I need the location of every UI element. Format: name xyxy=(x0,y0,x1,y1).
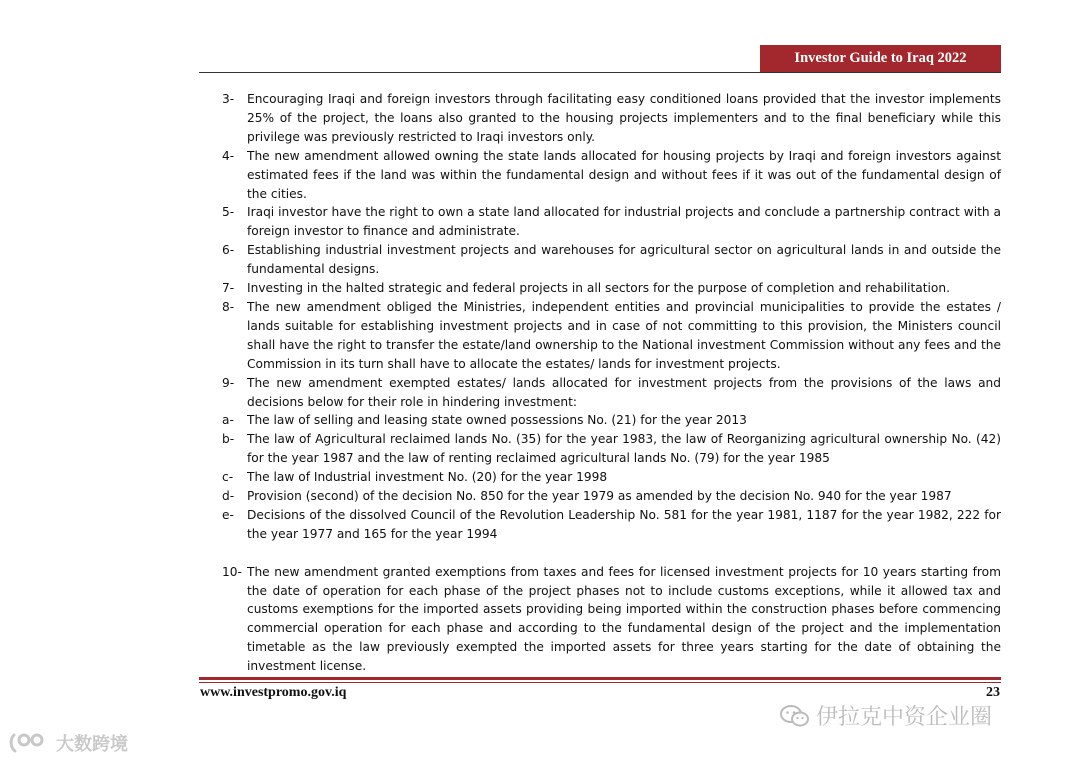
item-number: a- xyxy=(222,413,234,428)
item-text: The new amendment allowed owning the state lands allocated for housing projects by Iraqi and foreign investors against estimated fees if the land was within the fundamental design and without fees if it was out of the fundamental design of the cities. xyxy=(247,148,1001,201)
item-number: 5- xyxy=(222,205,235,220)
item-text: Establishing industrial investment projects and warehouses for agricultural sector on agricultural lands in and outside the fundamental designs. xyxy=(247,243,1001,277)
item-number: 9- xyxy=(222,375,235,390)
item-text: The law of Agricultural reclaimed lands No. (35) for the year 1983, the law of Reorganizing agricultural ownership No. (42) for the year 1987 and the law of renting reclaimed agricultural lands No. (79) for the year 1985 xyxy=(247,432,1001,466)
footer-divider xyxy=(199,677,1001,680)
item-number: 7- xyxy=(222,281,235,296)
document-body xyxy=(222,90,1001,676)
header-title: Investor Guide to Iraq 2022 xyxy=(760,45,1001,72)
list-item xyxy=(222,487,1001,506)
list-item xyxy=(222,147,1001,204)
list-item xyxy=(222,430,1001,468)
list-item xyxy=(222,90,1001,147)
item-text: Decisions of the dissolved Council of the Revolution Leadership No. 581 for the year 1981, 1187 for the year 1982, 222 for the year 1977 and 165 for the year 1994 xyxy=(247,507,1001,541)
list-item xyxy=(222,203,1001,241)
watermark-brand-text: 大数跨境 xyxy=(56,734,128,755)
list-item xyxy=(222,241,1001,279)
list-item xyxy=(222,506,1001,544)
item-text: Iraqi investor have the right to own a state land allocated for industrial projects and conclude a partnership contract with a foreign investor to finance and administrate. xyxy=(247,205,1001,239)
list-item xyxy=(222,563,1001,676)
paragraph-gap xyxy=(222,544,1001,563)
logo-icon xyxy=(8,731,50,755)
footer-divider-thin xyxy=(199,682,1001,683)
list-item xyxy=(222,279,1001,298)
item-number: b- xyxy=(222,432,235,447)
item-number: 3- xyxy=(222,92,235,106)
page-number: 23 xyxy=(986,685,1000,700)
watermark-text: 伊拉克中资企业圈 xyxy=(816,705,993,730)
footer-url[interactable]: www.investpromo.gov.iq xyxy=(200,685,347,700)
item-number: d- xyxy=(222,489,235,504)
header-divider xyxy=(199,72,1001,73)
item-number: 4- xyxy=(222,148,235,163)
item-text: The law of selling and leasing state owned possessions No. (21) for the year 2013 xyxy=(247,413,747,428)
item-number: 6- xyxy=(222,243,235,258)
item-number: e- xyxy=(222,507,234,522)
item-text: The new amendment obliged the Ministries, independent entities and provincial municipalities to provide the estates / lands suitable for establishing investment projects and in case of not committing to this provision, the Ministers council shall have the right to transfer the estate/land ownership to the National investment Commission without any fees and the Commission in its turn shall have to allocate the estates/ lands for investment projects. xyxy=(247,299,1001,371)
item-number: 10- xyxy=(222,564,242,579)
wechat-icon xyxy=(780,704,810,728)
item-text: Provision (second) of the decision No. 850 for the year 1979 as amended by the decision No. 940 for the year 1987 xyxy=(247,489,952,504)
item-text: Investing in the halted strategic and federal projects in all sectors for the purpose of completion and rehabilitation. xyxy=(247,281,950,296)
list-item xyxy=(222,411,1001,430)
list-item xyxy=(222,468,1001,487)
list-item xyxy=(222,298,1001,374)
watermark-right xyxy=(780,700,992,731)
item-number: 8- xyxy=(222,299,235,314)
watermark-left xyxy=(8,730,128,756)
item-text: Encouraging Iraqi and foreign investors through facilitating easy conditioned loans provided that the investor implements 25% of the project, the loans also granted to the housing projects implementers and to the final beneficiary while this privilege was previously restricted to Iraqi investors only. xyxy=(247,92,1001,144)
item-text: The new amendment granted exemptions from taxes and fees for licensed investment projects for 10 years starting from the date of operation for each phase of the project phases not to include customs exceptions, while it allowed tax and customs exemptions for the imported assets providing being imported within the construction phases before commencing commercial operation for each phase and according to the fundamental design of the project and the implementation timetable as the law previously exempted the imported assets for three years starting for the date of obtaining the investment license. xyxy=(247,564,1001,674)
list-item xyxy=(222,374,1001,412)
item-number: c- xyxy=(222,470,234,485)
item-text: The law of Industrial investment No. (20) for the year 1998 xyxy=(247,470,608,485)
item-text: The new amendment exempted estates/ lands allocated for investment projects from the provisions of the laws and decisions below for their role in hindering investment: xyxy=(247,375,1001,409)
